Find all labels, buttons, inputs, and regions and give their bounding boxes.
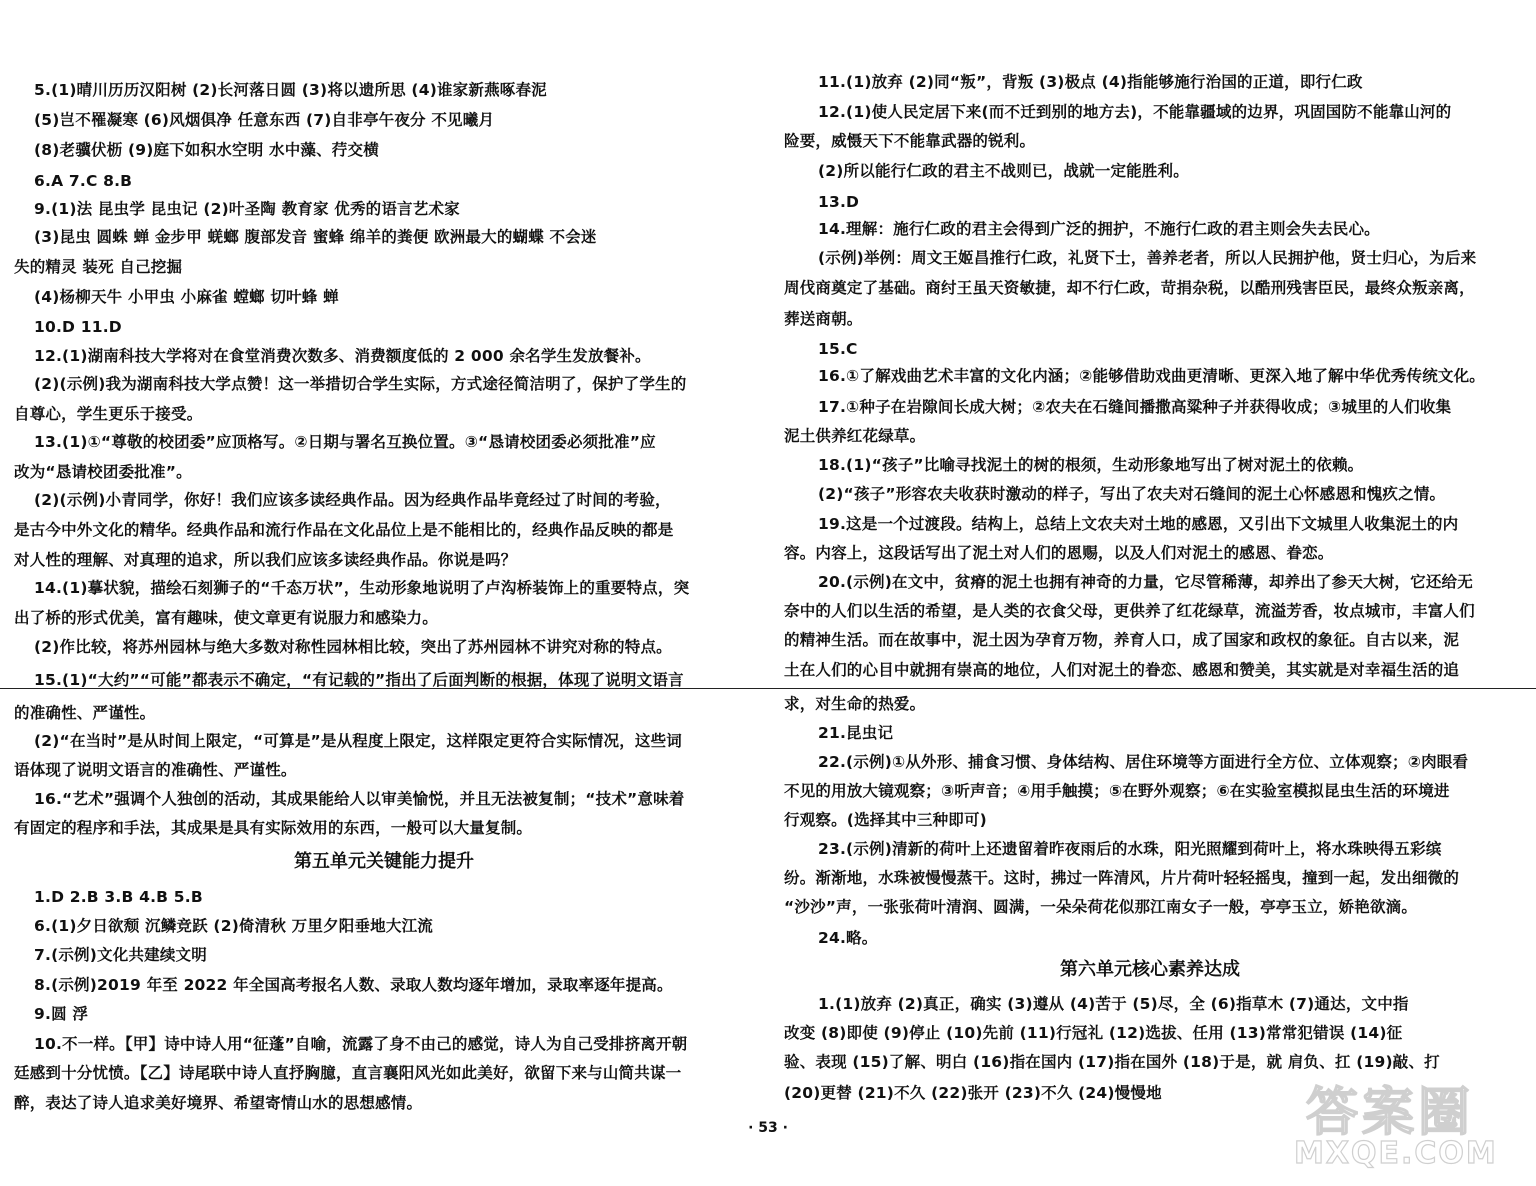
text-line: (8)老骥伏枥 (9)庭下如积水空明 水中藻、荇交横	[34, 141, 379, 159]
text-line: 验、表现 (15)了解、明白 (16)指在国内 (17)指在国外 (18)于是，就 肩负、扛 (19)敲、打	[784, 1053, 1440, 1071]
text-line: 6.A 7.C 8.B	[34, 172, 133, 190]
text-line: 奈中的人们以生活的希望，是人类的衣食父母，更供养了红花绿草，流溢芳香，妆点城市，丰富人们	[784, 602, 1475, 620]
text-line: 14.理解：施行仁政的君主会得到广泛的拥护，不施行仁政的君主则会失去民心。	[818, 220, 1380, 238]
text-line: 1.D 2.B 3.B 4.B 5.B	[34, 888, 203, 906]
text-line: 17.①种子在岩隙间长成大树；②农夫在石缝间播撒高粱种子并获得收成；③城里的人们收集	[818, 398, 1452, 416]
text-line: 行观察。(选择其中三种即可)	[784, 811, 987, 829]
text-line: 葬送商朝。	[784, 310, 863, 328]
text-line: 出了桥的形式优美，富有趣味，使文章更有说服力和感染力。	[14, 609, 438, 627]
text-line: 险要，威慑天下不能靠武器的锐利。	[784, 132, 1036, 150]
text-line: 6.(1)夕日欲颓 沉鳞竞跃 (2)倚清秋 万里夕阳垂地大江流	[34, 917, 433, 935]
text-line: (5)岂不罹凝寒 (6)风烟俱净 任意东西 (7)自非亭午夜分 不见曦月	[34, 111, 495, 129]
text-line: (3)昆虫 圆蛛 蝉 金步甲 蜣螂 腹部发音 蜜蜂 绵羊的粪便 欧洲最大的蝴蝶 不会迷	[34, 228, 597, 246]
text-line: 20.(示例)在文中，贫瘠的泥土也拥有神奇的力量，它尽管稀薄，却养出了参天大树，它还给无	[818, 573, 1473, 591]
text-line: 周伐商奠定了基础。商纣王虽天资敏捷，却不行仁政，苛捐杂税，以酷刑残害臣民，最终众叛亲离，	[784, 279, 1475, 297]
text-line: 失的精灵 装死 自己挖掘	[14, 258, 183, 276]
text-line: 5.(1)晴川历历汉阳树 (2)长河落日圆 (3)将以遗所思 (4)谁家新燕啄春泥	[34, 81, 547, 99]
text-line: 土在人们的心目中就拥有崇高的地位，人们对泥土的眷恋、感恩和赞美，其实就是对幸福生活的追	[784, 661, 1460, 679]
text-line: 求，对生命的热爱。	[784, 695, 926, 713]
watermark-text: 答案圈	[1306, 1083, 1475, 1143]
text-line: 18.(1)“孩子”比喻寻找泥土的树的根须，生动形象地写出了树对泥土的依赖。	[818, 456, 1364, 474]
text-line: 15.C	[818, 340, 858, 358]
text-line: 自尊心，学生更乐于接受。	[14, 405, 203, 423]
page-divider	[0, 688, 1536, 689]
text-line: (2)(示例)我为湖南科技大学点赞！这一举措切合学生实际，方式途径简洁明了，保护了学生的	[34, 375, 687, 393]
text-line: 23.(示例)清新的荷叶上还遗留着昨夜雨后的水珠，阳光照耀到荷叶上，将水珠映得五彩缤	[818, 840, 1442, 858]
text-line: 容。内容上，这段话写出了泥土对人们的恩赐，以及人们对泥土的感恩、眷恋。	[784, 544, 1334, 562]
text-line: (2)(示例)小青同学，你好！我们应该多读经典作品。因为经典作品毕竟经过了时间的考验，	[34, 491, 671, 509]
text-line: 22.(示例)①从外形、捕食习惯、身体结构、居住环境等方面进行全方位、立体观察；②肉眼看	[818, 753, 1469, 771]
text-line: 13.D	[818, 193, 860, 211]
text-line: 不见的用放大镜观察；③听声音；④用手触摸；⑤在野外观察；⑥在实验室模拟昆虫生活的环境进	[784, 782, 1450, 800]
text-line: 12.(1)使人民定居下来(而不迁到别的地方去)，不能靠疆域的边界，巩固国防不能靠山河的	[818, 103, 1452, 121]
watermark-url: MXQE.COM	[1294, 1136, 1498, 1171]
text-line: 9.(1)法 昆虫学 昆虫记 (2)叶圣陶 教育家 优秀的语言艺术家	[34, 200, 460, 218]
text-line: 9.圆 浮	[34, 1005, 89, 1023]
text-line: 16.“艺术”强调个人独创的活动，其成果能给人以审美愉悦，并且无法被复制；“技术”意味着	[34, 790, 685, 808]
text-line: 13.(1)①“尊敬的校团委”应顶格写。②日期与署名互换位置。③“恳请校团委必须批准”应	[34, 433, 656, 451]
text-line: 改为“恳请校团委批准”。	[14, 463, 192, 481]
text-line: 10.D 11.D	[34, 318, 122, 336]
text-line: 语体现了说明文语言的准确性、严谨性。	[14, 761, 297, 779]
text-line: 改变 (8)即使 (9)停止 (10)先前 (11)行冠礼 (12)选拔、任用 (13)常常犯错误 (14)征	[784, 1024, 1403, 1042]
text-line: 泥土供养红花绿草。	[784, 427, 926, 445]
text-line: 廷感到十分忧愤。【乙】诗尾联中诗人直抒胸臆，直言襄阳风光如此美好，欲留下来与山简共谋一	[14, 1064, 682, 1082]
text-line: (4)杨柳天牛 小甲虫 小麻雀 螳螂 切叶蜂 蝉	[34, 288, 339, 306]
page-number: · 53 ·	[748, 1120, 788, 1136]
text-line: (示例)举例：周文王姬昌推行仁政，礼贤下士，善养老者，所以人民拥护他，贤士归心，为后来	[818, 249, 1477, 267]
text-line: (2)作比较，将苏州园林与绝大多数对称性园林相比较，突出了苏州园林不讲究对称的特点。	[34, 638, 672, 656]
text-line: 21.昆虫记	[818, 724, 894, 742]
text-line: 的准确性、严谨性。	[14, 704, 156, 722]
text-line: 醉，表达了诗人追求美好境界、希望寄情山水的思想感情。	[14, 1094, 423, 1112]
text-line: 14.(1)摹状貌，描绘石刻狮子的“千态万状”，生动形象地说明了卢沟桥装饰上的重要特点，突	[34, 579, 690, 597]
text-line: (2)所以能行仁政的君主不战则已，战就一定能胜利。	[818, 162, 1189, 180]
text-line: (2)“孩子”形容农夫收获时激动的样子，写出了农夫对石缝间的泥土心怀感恩和愧疚之情。	[818, 485, 1446, 503]
text-line: 16.①了解戏曲艺术丰富的文化内涵；②能够借助戏曲更清晰、更深入地了解中华优秀传统文化。	[818, 367, 1486, 385]
section-heading: 第五单元关键能力提升	[294, 851, 474, 872]
text-line: 有固定的程序和手法，其成果是具有实际效用的东西，一般可以大量复制。	[14, 819, 533, 837]
watermark-logo	[1276, 1066, 1526, 1176]
text-line: 的精神生活。而在故事中，泥土因为孕育万物，养育人口，成了国家和政权的象征。自古以来，泥	[784, 631, 1460, 649]
section-heading: 第六单元核心素养达成	[1060, 959, 1240, 980]
text-line: 8.(示例)2019 年至 2022 年全国高考报名人数、录取人数均逐年增加，录取率逐年提高。	[34, 976, 673, 994]
text-line: 1.(1)放弃 (2)真正，确实 (3)遵从 (4)苦于 (5)尽，全 (6)指草木 (7)通达，文中指	[818, 995, 1409, 1013]
text-line: 是古今中外文化的精华。经典作品和流行作品在文化品位上是不能相比的，经典作品反映的都是	[14, 521, 674, 539]
text-line: 19.这是一个过渡段。结构上，总结上文农夫对土地的感恩，又引出下文城里人收集泥土的内	[818, 515, 1459, 533]
text-line: 15.(1)“大约”“可能”都表示不确定，“有记载的”指出了后面判断的根据，体现了说明文语言	[34, 671, 684, 689]
text-line: 纷。渐渐地，水珠被慢慢蒸干。这时，拂过一阵清风，片片荷叶轻轻摇曳，撞到一起，发出细微的	[784, 869, 1460, 887]
text-line: 12.(1)湖南科技大学将对在食堂消费次数多、消费额度低的 2 000 余名学生发放餐补。	[34, 347, 651, 365]
text-line: (20)更替 (21)不久 (22)张开 (23)不久 (24)慢慢地	[784, 1084, 1162, 1102]
text-line: 对人性的理解、对真理的追求，所以我们应该多读经典作品。你说是吗？	[14, 551, 517, 569]
text-line: (2)“在当时”是从时间上限定，“可算是”是从程度上限定，这样限定更符合实际情况，这些词	[34, 732, 683, 750]
text-line: 10.不一样。【甲】诗中诗人用“征蓬”自喻，流露了身不由己的感觉，诗人为自己受排挤离开朝	[34, 1035, 688, 1053]
text-line: 11.(1)放弃 (2)同“叛”，背叛 (3)极点 (4)指能够施行治国的正道，即行仁政	[818, 73, 1363, 91]
text-line: “沙沙”声，一张张荷叶清润、圆满，一朵朵荷花似那江南女子一般，亭亭玉立，娇艳欲滴。	[784, 898, 1418, 916]
text-line: 7.(示例)文化共建续文明	[34, 946, 207, 964]
text-line: 24.略。	[818, 929, 878, 947]
